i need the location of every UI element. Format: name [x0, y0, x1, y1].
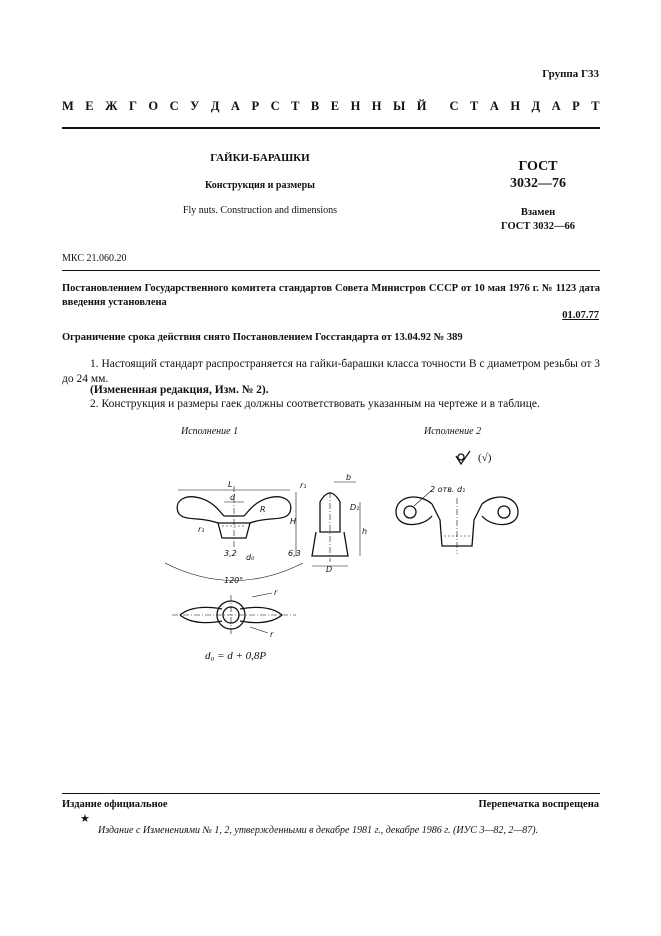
document-subtitle: Конструкция и размеры	[205, 180, 315, 191]
fly-nut-front-view-v1	[170, 478, 310, 588]
roughness-bracket: (√)	[478, 452, 492, 464]
replaces-label: Взамен	[520, 207, 556, 218]
interstate-letter: Н	[510, 99, 521, 113]
paragraph-2: 2. Конструкция и размеры гаек должны соответствовать указанным на чертеже и в таблице.	[90, 398, 540, 410]
edition-note: Издание с Изменениями № 1, 2, утвержденными в декабре 1981 г., декабре 1986 г. (ИУС 3—82, 2—87).	[98, 825, 539, 836]
dim-120-deg: 120°	[224, 576, 244, 585]
interstate-letter: Й	[416, 99, 427, 113]
dim-d0: d₀	[246, 553, 255, 562]
interstate-letter: Ы	[393, 99, 406, 113]
dim-rough-63: 6,3	[288, 549, 301, 558]
interstate-letter: Г	[128, 99, 137, 113]
limit-notice: Ограничение срока действия снято Постановлением Госстандарта от 13.04.92 № 389	[62, 332, 463, 343]
dim-D1: D₁	[350, 503, 360, 512]
interstate-letter: А	[489, 99, 499, 113]
dim-h: h	[362, 527, 368, 536]
interstate-letter: В	[310, 99, 320, 113]
interstate-letter: А	[551, 99, 561, 113]
interstate-letter: О	[148, 99, 159, 113]
document-title: ГАЙКИ-БАРАШКИ	[210, 152, 310, 164]
english-title: Fly nuts. Construction and dimensions	[182, 205, 338, 216]
interstate-letter: М	[62, 99, 74, 113]
d0-formula: d₀ = d + 0,8P	[205, 650, 267, 662]
interstate-letter: С	[270, 99, 280, 113]
mks-rule	[62, 270, 600, 271]
interstate-letter: Д	[210, 99, 220, 113]
replaces-block	[478, 206, 598, 234]
replaces-code: ГОСТ 3032—66	[501, 221, 575, 232]
paragraph-1: 1. Настоящий стандарт распространяется на гайки-барашки класса точности В с диаметром резьбы от 3 до 24 мм.	[62, 358, 601, 385]
interstate-letter: Т	[591, 99, 600, 113]
fly-nut-view-v2	[392, 478, 522, 558]
decree-text: Постановлением Государственного комитета стандартов Совета Министров СССР от 10 мая 1976 г. № 1123 дата введения установлена	[62, 283, 600, 308]
interstate-letter: С	[169, 99, 179, 113]
interstate-letter: Р	[572, 99, 580, 113]
mks-code: МКС 21.060.20	[62, 253, 127, 264]
dim-D: D	[326, 565, 333, 574]
dim-rough-32: 3,2	[224, 549, 237, 558]
gost-number	[478, 158, 598, 192]
footer-rule	[62, 793, 600, 794]
interstate-letter: Т	[291, 99, 300, 113]
header-rule	[62, 127, 600, 129]
interstate-letter: Е	[330, 99, 340, 113]
dim-b: b	[346, 473, 352, 482]
interstate-letter: А	[230, 99, 240, 113]
group-label: Группа Г33	[542, 68, 599, 80]
dim-holes-d1: 2 отв. d₁	[430, 485, 466, 494]
fly-nut-side-view-v1	[290, 472, 380, 572]
reprint-prohibited-label: Перепечатка воспрещена	[478, 799, 599, 810]
interstate-letter: Н	[350, 99, 361, 113]
caption-version-2: Исполнение 2	[424, 426, 482, 437]
interstate-letter: Т	[469, 99, 479, 113]
star-icon: ★	[80, 813, 90, 825]
gost-label: ГОСТ	[518, 159, 558, 174]
caption-version-1: Исполнение 1	[181, 426, 239, 437]
dim-r1: r₁	[198, 525, 205, 534]
dim-R: R	[260, 505, 266, 514]
fly-nut-top-view-v1	[172, 585, 302, 645]
dim-d: d	[230, 493, 236, 502]
effective-date: 01.07.77	[562, 310, 599, 321]
interstate-letter: Ж	[105, 99, 118, 113]
interstate-letter: Н	[371, 99, 382, 113]
interstate-letter: У	[190, 99, 200, 113]
interstate-letter: Д	[531, 99, 541, 113]
interstate-letter: Р	[251, 99, 260, 113]
paragraph-1-note: (Измененная редакция, Изм. № 2).	[90, 384, 269, 396]
official-edition-label: Издание официальное	[62, 799, 168, 810]
interstate-letter: Е	[85, 99, 94, 113]
interstate-letter: С	[449, 99, 459, 113]
dim-r-top: r	[274, 588, 278, 597]
gost-code: 3032—76	[510, 176, 566, 191]
dim-r-bottom: r	[270, 630, 274, 639]
roughness-symbol-icon	[454, 450, 474, 470]
dim-H: H	[290, 517, 297, 526]
dim-L: L	[228, 480, 233, 489]
interstate-standard-heading	[62, 99, 600, 114]
dim-r1-side: r₁	[300, 481, 307, 490]
